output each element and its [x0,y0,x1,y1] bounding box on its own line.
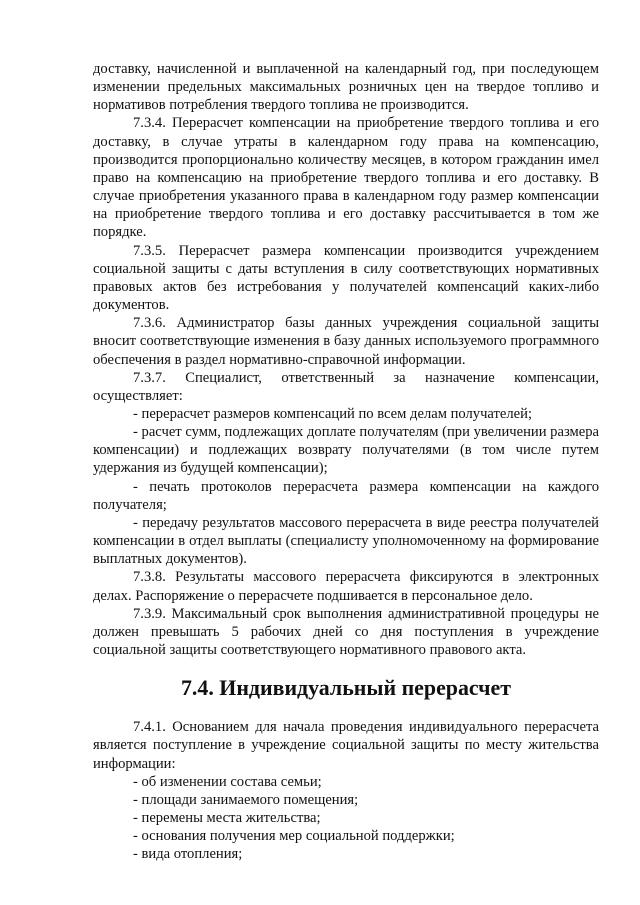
paragraph-7-3-4: 7.3.4. Перерасчет компенсации на приобретение твердого топлива и его доставку, в случае утраты в календарном году права на компенсацию, производится пропорционально количеству месяцев, в котором гражданин имел право на компенсацию на приобретение твердого топлива и его доставку. В случае приобретения указанного права в календарном году размер компенсации на приобретение твердого топлива и его доставку рассчитывается в том же порядке. [93,115,599,241]
paragraph-continuation: доставку, начисленной и выплаченной на календарный год, при последующем изменении предельных максимальных розничных цен на твердое топливо и нормативов потребления твердого топлива не производится. [93,61,599,114]
list-item: - площади занимаемого помещения; [133,791,359,808]
document-page [93,60,599,864]
paragraph-7-3-8: 7.3.8. Результаты массового перерасчета фиксируются в электронных делах. Распоряжение о перерасчете подшивается в персональное дело. [93,569,599,604]
list-item: - печать протоколов перерасчета размера компенсации на каждого получателя; [93,478,599,513]
list-item: - расчет сумм, подлежащих доплате получателям (при увеличении размера компенсации) и подлежащих возврату получателями (в том числе путем удержания из будущей компенсации); [93,424,599,477]
list-item: - перемены места жительства; [133,810,321,827]
list-item: - об изменении состава семьи; [133,773,322,790]
paragraph-7-3-7: 7.3.7. Специалист, ответственный за назначение компенсации, осуществляет: [93,369,599,404]
paragraph-7-3-9: 7.3.9. Максимальный срок выполнения административной процедуры не должен превышать 5 рабочих дней со дня поступления в учреждение социальной защиты соответствующего нормативного правового акта. [93,605,599,658]
paragraph-7-3-6: 7.3.6. Администратор базы данных учреждения социальной защиты вносит соответствующие изменения в базу данных используемого программного обеспечения в раздел нормативно-справочной информации. [93,315,599,368]
section-heading-7-4: 7.4. Индивидуальный перерасчет [180,675,512,701]
list-item: - перерасчет размеров компенсаций по всем делам получателей; [133,405,532,422]
paragraph-7-3-5: 7.3.5. Перерасчет размера компенсации производится учреждением социальной защиты с даты вступления в силу соответствующих нормативных правовых актов без истребования у получателей компенсаций каких-либо документов. [93,242,599,314]
paragraph-7-4-1: 7.4.1. Основанием для начала проведения индивидуального перерасчета является поступление в учреждение социальной защиты по месту жительства информации: [93,719,599,772]
list-7-3-7 [93,405,599,568]
list-item: - основания получения мер социальной поддержки; [133,828,455,845]
list-item: - вида отопления; [133,846,243,863]
list-item: - передачу результатов массового перерасчета в виде реестра получателей компенсации в отдел выплаты (специалисту уполномоченному на формирование выплатных документов). [93,514,599,568]
list-7-4-1 [93,773,599,864]
